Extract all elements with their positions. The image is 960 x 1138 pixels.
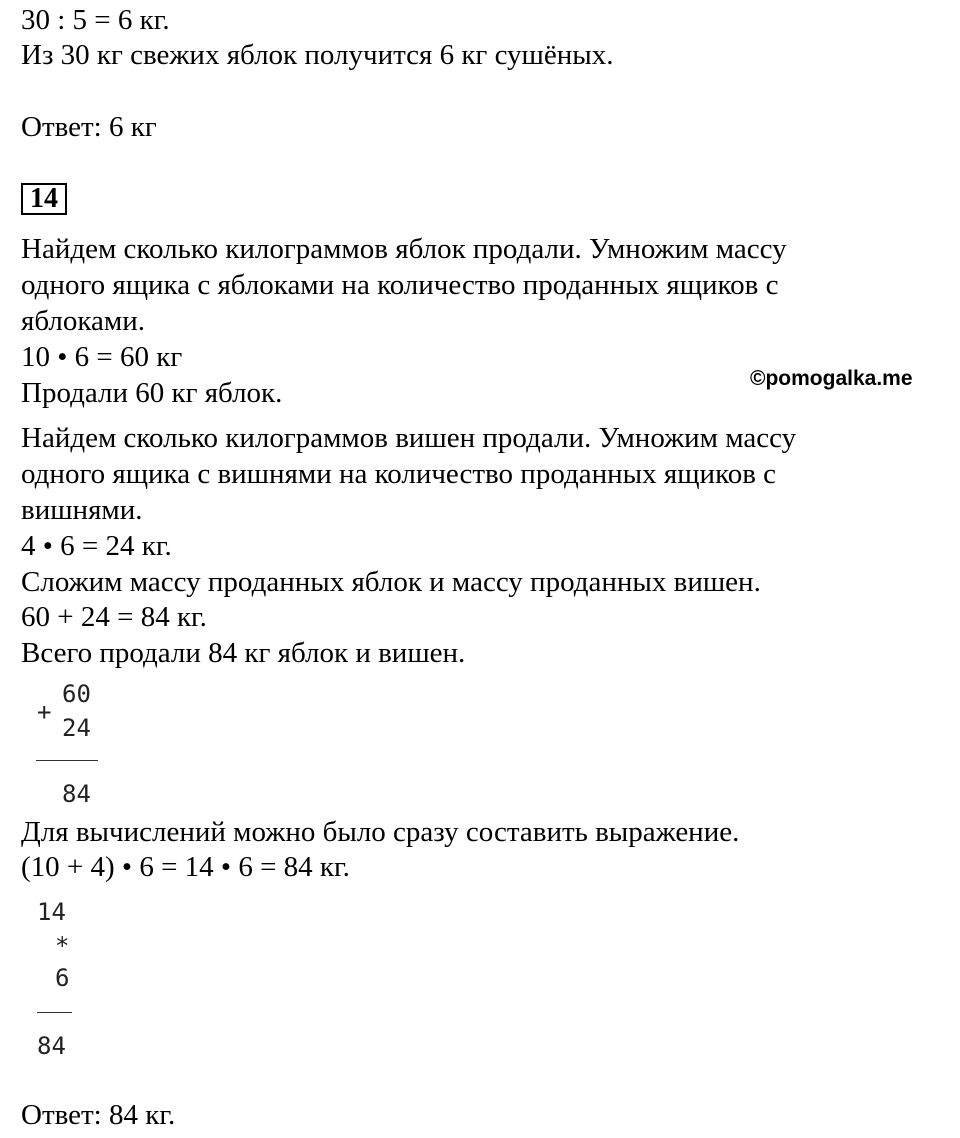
addition-sign: + <box>37 698 52 726</box>
multiplication-sign: * <box>55 932 70 960</box>
sum-result-line: Всего продали 84 кг яблок и вишен. <box>21 637 466 669</box>
task-number: 14 <box>30 183 58 214</box>
prev-answer-line: Ответ: 6 кг <box>21 111 157 143</box>
apples-calc-line: 10 • 6 = 60 кг <box>21 341 183 373</box>
final-answer-line: Ответ: 84 кг. <box>21 1099 176 1131</box>
cherries-calc-line: 4 • 6 = 24 кг. <box>21 530 172 562</box>
addition-bottom-operand: 24 <box>62 714 91 742</box>
cherries-intro-line-1: Найдем сколько килограммов вишен продали. Умножим массу <box>21 422 797 454</box>
expression-calc-line: (10 + 4) • 6 = 14 • 6 = 84 кг. <box>21 851 350 883</box>
multiplication-bottom-operand: 6 <box>55 964 70 992</box>
multiplication-result: 84 <box>37 1032 66 1060</box>
prev-result-line: Из 30 кг свежих яблок получится 6 кг сушёных. <box>21 39 614 71</box>
sum-intro-line: Сложим массу проданных яблок и массу проданных вишен. <box>21 566 761 598</box>
apples-intro-line-3: яблоками. <box>21 305 145 337</box>
addition-top-operand: 60 <box>62 680 91 708</box>
sum-calc-line: 60 + 24 = 84 кг. <box>21 601 207 633</box>
addition-result-rule <box>36 760 98 761</box>
watermark: ©pomogalka.me <box>750 367 913 390</box>
cherries-intro-line-3: вишнями. <box>21 494 143 526</box>
task-number-box <box>21 183 67 215</box>
apples-intro-line-1: Найдем сколько килограммов яблок продали. Умножим массу <box>21 233 787 265</box>
addition-result: 84 <box>62 780 91 808</box>
cherries-intro-line-2: одного ящика с вишнями на количество проданных ящиков с <box>21 458 777 490</box>
multiplication-result-rule <box>37 1012 72 1013</box>
multiplication-top-operand: 14 <box>37 898 66 926</box>
expression-intro-line: Для вычислений можно было сразу составить выражение. <box>21 816 740 848</box>
prev-calc-line: 30 : 5 = 6 кг. <box>21 4 170 36</box>
apples-intro-line-2: одного ящика с яблоками на количество проданных ящиков с <box>21 269 779 301</box>
apples-result-line: Продали 60 кг яблок. <box>21 377 283 409</box>
